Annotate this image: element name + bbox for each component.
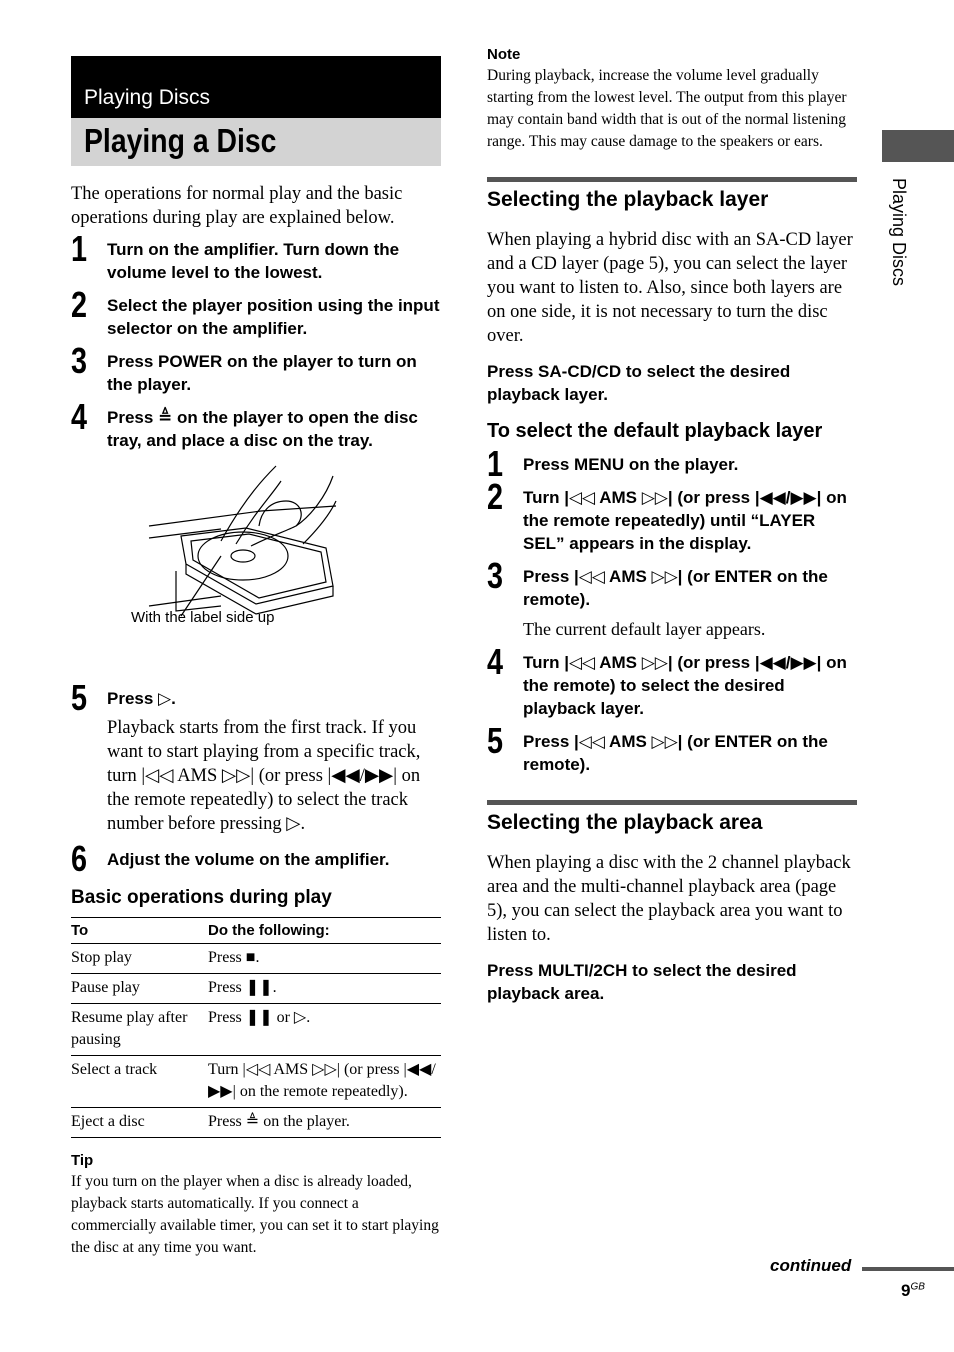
table-cell-to: Resume play after pausing — [71, 1004, 208, 1056]
area-instruction: Press MULTI/2CH to select the desired playback area. — [487, 961, 797, 1003]
table-cell-to: Eject a disc — [71, 1108, 208, 1138]
continued-rule — [862, 1267, 954, 1271]
step-number: 3 — [487, 555, 504, 596]
step-number: 5 — [487, 720, 504, 761]
page-number-value: 9 — [901, 1281, 911, 1300]
page-title: Playing a Disc — [84, 122, 277, 159]
layer-step-3 — [487, 555, 857, 641]
step-text: Adjust the volume on the amplifier. — [107, 850, 390, 869]
layer-heading: Selecting the playback layer — [487, 188, 769, 211]
table-row — [71, 1056, 441, 1108]
intro-text: The operations for normal play and the basic operations during play are explained below. — [71, 184, 403, 228]
step-text: Press POWER on the player to turn on the player. — [107, 352, 417, 394]
area-heading: Selecting the playback area — [487, 811, 763, 834]
left-column — [71, 56, 441, 1259]
step-body: Playback starts from the first track. If you want to start playing from a specific track, turn |◁◁ AMS ▷▷| (or press |◀◀/▶▶| on the remote repeatedly) to select the track number before pressing ▷. — [107, 718, 421, 834]
tip-text: If you turn on the player when a disc is already loaded, playback starts automatically. If you connect a commercially available timer, you can set it to start playing the disc at any time you want. — [71, 1173, 439, 1256]
default-layer-heading: To select the default playback layer — [487, 420, 823, 442]
column-header-do: Do the following: — [208, 918, 441, 944]
step-1 — [71, 228, 441, 284]
table-cell-do: Turn |◁◁ AMS ▷▷| (or press |◀◀/▶▶| on the remote repeatedly). — [208, 1056, 441, 1108]
table-cell-to: Select a track — [71, 1056, 208, 1108]
step-number: 5 — [71, 677, 88, 718]
step-6 — [71, 838, 441, 879]
layer-step-5 — [487, 720, 857, 776]
continued-label: continued — [770, 1256, 852, 1275]
step-number: 2 — [71, 284, 88, 325]
step-text: Select the player position using the input selector on the amplifier. — [107, 296, 440, 338]
table-cell-to: Stop play — [71, 944, 208, 974]
layer-instruction: Press SA-CD/CD to select the desired playback layer. — [487, 362, 791, 404]
step-body: The current default layer appears. — [523, 619, 766, 639]
tip-label: Tip — [71, 1152, 94, 1169]
step-number: 1 — [71, 228, 88, 269]
step-text: Press |◁◁ AMS ▷▷| (or ENTER on the remote). — [523, 732, 828, 774]
step-4 — [71, 396, 441, 452]
step-text: Press |◁◁ AMS ▷▷| (or ENTER on the remote). — [523, 567, 828, 609]
illustration-caption: With the label side up — [131, 609, 275, 626]
step-number: 3 — [71, 340, 88, 381]
layer-step-1 — [487, 443, 857, 484]
page-number-suffix: GB — [910, 1281, 925, 1293]
note-label: Note — [487, 46, 521, 63]
table-row — [71, 974, 441, 1004]
step-text: Press ≜ on the player to open the disc tray, and place a disc on the tray. — [107, 408, 418, 450]
step-text: Turn on the amplifier. Turn down the volume level to the lowest. — [107, 240, 400, 282]
layer-body: When playing a hybrid disc with an SA-CD layer and a CD layer (page 5), you can select the layer you want to listen to. Also, since both layers are on one side, it is not necessary to turn the disc over. — [487, 230, 853, 346]
step-text: Turn |◁◁ AMS ▷▷| (or press |◀◀/▶▶| on the remote repeatedly) until “LAYER SEL” appears in the display. — [523, 488, 847, 553]
step-5 — [71, 677, 441, 836]
right-column — [487, 46, 857, 1005]
step-number: 2 — [487, 476, 504, 517]
step-number: 4 — [71, 396, 88, 437]
table-cell-do: Press ≜ on the player. — [208, 1108, 441, 1138]
table-header-row — [71, 918, 441, 944]
basic-ops-heading: Basic operations during play — [71, 887, 332, 908]
disc-tray-illustration — [71, 456, 441, 681]
layer-step-4 — [487, 641, 857, 720]
section-header: Playing Discs — [71, 56, 441, 118]
table-row — [71, 944, 441, 974]
step-2 — [71, 284, 441, 340]
basic-ops-table — [71, 917, 441, 1138]
step-number: 4 — [487, 641, 504, 682]
step-text: Turn |◁◁ AMS ▷▷| (or press |◀◀/▶▶| on the remote) to select the desired playback layer. — [523, 653, 847, 718]
table-row — [71, 1108, 441, 1138]
step-number: 1 — [487, 443, 504, 484]
section-rule — [487, 800, 857, 805]
table-cell-do: Press ❚❚. — [208, 974, 441, 1004]
section-rule — [487, 177, 857, 182]
page-number — [901, 1281, 925, 1301]
note-text: During playback, increase the volume level gradually starting from the lowest level. The output from this player may contain band width that is out of the normal listening range. This may cause damage to the speakers or ears. — [487, 67, 847, 150]
column-header-to: To — [71, 918, 208, 944]
table-cell-to: Pause play — [71, 974, 208, 1004]
table-row — [71, 1004, 441, 1056]
table-cell-do: Press ■. — [208, 944, 441, 974]
layer-step-2 — [487, 476, 857, 555]
chapter-side-label: Playing Discs — [889, 178, 909, 287]
step-text: Press ▷. — [107, 689, 176, 708]
page-title-bar — [71, 118, 441, 166]
table-cell-do: Press ❚❚ or ▷. — [208, 1004, 441, 1056]
step-number: 6 — [71, 838, 88, 879]
chapter-tab — [882, 130, 954, 162]
step-3 — [71, 340, 441, 396]
step-text: Press MENU on the player. — [523, 455, 739, 474]
area-body: When playing a disc with the 2 channel playback area and the multi-channel playback area (page 5), you can select the playback area you want to listen to. — [487, 853, 851, 945]
